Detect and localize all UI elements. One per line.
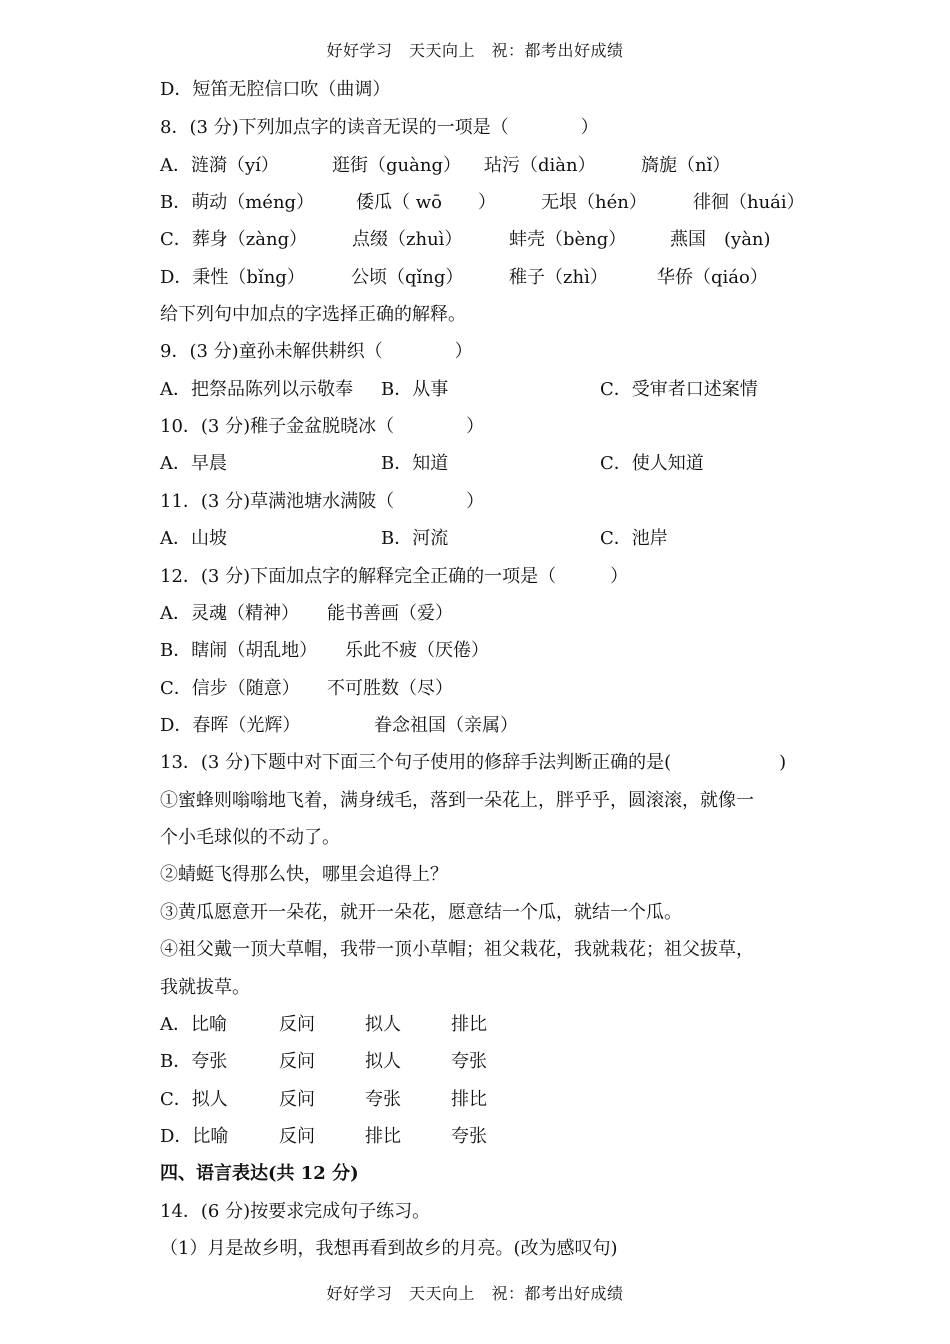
q8-d-2: 公顷（qǐng） [351,267,464,288]
q13-d-1: D．比喻 [160,1126,229,1147]
q8-b-3: 无垠（hén） [541,192,647,213]
q8-option-row-d [0,266,950,290]
q13-b-3: 拟人 [365,1051,401,1072]
q8-a-1: A．涟漪（yí） [160,155,279,176]
q13-option-row-d [0,1125,950,1149]
q8-c-1: C．葬身（zàng） [160,229,308,250]
q11-option-b: B．河流 [381,528,449,549]
q10-stem: 10．(3 分)稚子金盆脱晓冰（ ） [160,416,485,437]
q11-option-a: A．山坡 [160,528,227,549]
q13-d-3: 排比 [365,1126,401,1147]
q8-b-2: 倭瓜（ wō ） [356,192,496,213]
q11-option-c: C．池岸 [600,528,668,549]
q13-d-4: 夸张 [451,1126,487,1147]
q7-option-d: D．短笛无腔信口吹（曲调） [160,79,391,100]
q10-option-b: B．知道 [381,453,449,474]
q8-option-row-a [0,154,950,178]
q10-option-c: C．使人知道 [600,453,704,474]
q12-d-2: 眷念祖国（亲属） [374,715,518,736]
q11-stem: 11．(3 分)草满池塘水满陂（ ） [160,491,485,512]
q13-b-4: 夸张 [451,1051,487,1072]
q13-option-row-a [0,1013,950,1037]
q9-stem: 9．(3 分)童孙未解供耕织（ ） [160,341,473,362]
q13-sentence-1a: ①蜜蜂则嗡嗡地飞着，满身绒毛，落到一朵花上，胖乎乎，圆滚滚，就像一 [160,790,754,811]
q12-option-row-a [0,602,950,626]
q12-b-2: 乐此不疲（厌倦） [345,640,489,661]
page-footer: 好好学习 天天向上 祝：都考出好成绩 [326,1284,624,1303]
q13-c-4: 排比 [451,1089,487,1110]
q13-b-2: 反问 [279,1051,315,1072]
q8-option-row-b [0,191,950,215]
q13-stem: 13．(3 分)下题中对下面三个句子使用的修辞手法判断正确的是( ) [160,752,787,773]
q13-option-row-b [0,1050,950,1074]
q8-d-3: 稚子（zhì） [509,267,608,288]
q13-c-1: C．拟人 [160,1089,228,1110]
q12-d-1: D．春晖（光辉） [160,715,301,736]
q8-c-4: 燕国 (yàn) [670,229,771,250]
q8-a-3: 玷污（diàn） [484,155,596,176]
q9-options [0,378,950,402]
q12-option-row-c [0,677,950,701]
q12-stem: 12．(3 分)下面加点字的解释完全正确的一项是（ ） [160,566,629,587]
q13-sentence-4a: ④祖父戴一顶大草帽，我带一顶小草帽；祖父栽花，我就栽花；祖父拔草， [160,939,754,960]
q12-b-1: B．瞎闹（胡乱地） [160,640,318,661]
q11-options [0,527,950,551]
q9-option-a: A．把祭品陈列以示敬奉 [160,379,353,400]
q8-c-3: 蚌壳（bèng） [509,229,627,250]
q13-a-4: 排比 [451,1014,487,1035]
q13-a-3: 拟人 [365,1014,401,1035]
q8-a-4: 旖旎（nǐ） [641,155,731,176]
q12-option-row-b [0,639,950,663]
q13-c-2: 反问 [279,1089,315,1110]
q13-b-1: B．夸张 [160,1051,228,1072]
q10-options [0,452,950,476]
q12-a-1: A．灵魂（精神） [160,603,299,624]
q8-b-4: 徘徊（huái） [693,192,805,213]
q13-option-row-c [0,1088,950,1112]
q8-stem: 8．(3 分)下列加点字的读音无误的一项是（ ） [160,117,599,138]
q9-option-c: C．受审者口述案情 [600,379,758,400]
q8-d-1: D．秉性（bǐng） [160,267,305,288]
q12-a-2: 能书善画（爱） [327,603,453,624]
q9-option-b: B．从事 [381,379,449,400]
q13-sentence-3: ③黄瓜愿意开一朵花，就开一朵花，愿意结一个瓜，就结一个瓜。 [160,902,682,923]
q13-d-2: 反问 [279,1126,315,1147]
q13-sentence-4b: 我就拔草。 [160,977,250,998]
instruction: 给下列句中加点的字选择正确的解释。 [160,304,466,325]
section-heading: 四、语言表达(共 12 分) [160,1163,359,1184]
page-header: 好好学习 天天向上 祝：都考出好成绩 [326,41,624,60]
q8-c-2: 点缀（zhuì） [352,229,463,250]
q13-sentence-1b: 个小毛球似的不动了。 [160,827,340,848]
q14-stem: 14．(6 分)按要求完成句子练习。 [160,1201,431,1222]
q8-b-1: B．萌动（méng） [160,192,315,213]
q14-sub1: （1）月是故乡明，我想再看到故乡的月亮。(改为感叹句) [160,1238,618,1259]
q12-c-2: 不可胜数（尽） [327,678,453,699]
q8-a-2: 逛街（guàng） [332,155,461,176]
q12-option-row-d [0,714,950,738]
q12-c-1: C．信步（随意） [160,678,300,699]
q8-option-row-c [0,228,950,252]
q10-option-a: A．早晨 [160,453,227,474]
q8-d-4: 华侨（qiáo） [657,267,768,288]
q13-c-3: 夸张 [365,1089,401,1110]
q13-sentence-2: ②蜻蜓飞得那么快，哪里会追得上？ [160,864,448,885]
q13-a-2: 反问 [279,1014,315,1035]
q13-a-1: A．比喻 [160,1014,227,1035]
